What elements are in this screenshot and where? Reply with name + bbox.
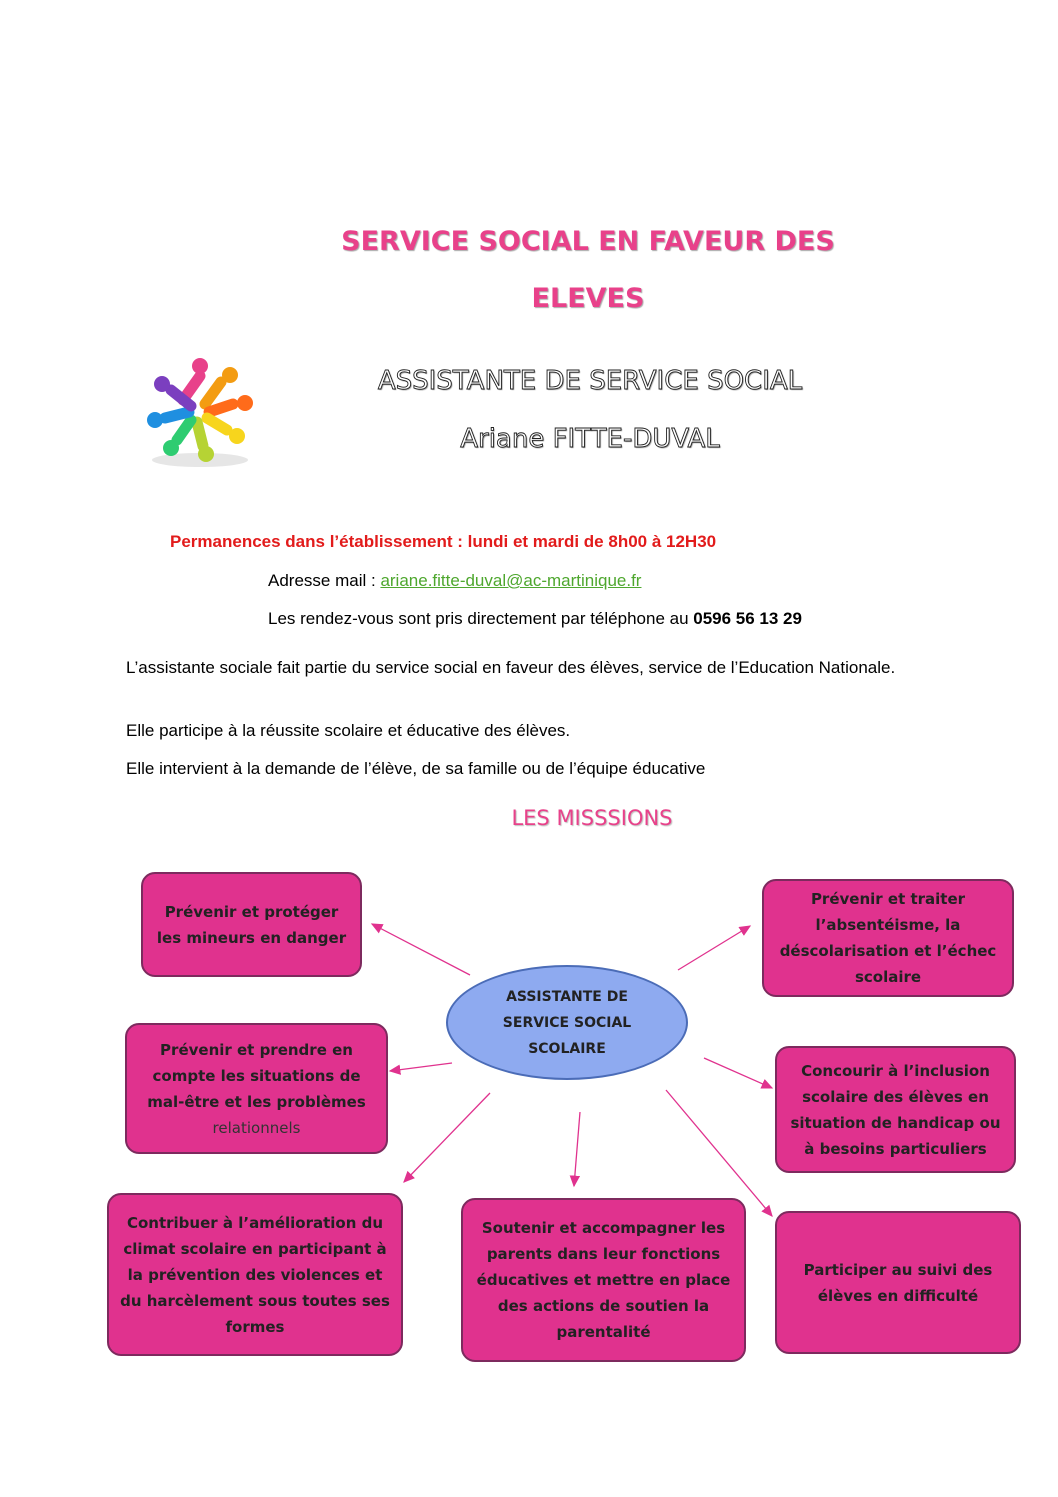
mission-box-inclusion xyxy=(775,1046,1016,1173)
mission-box-parents xyxy=(461,1198,746,1362)
intro-paragraph-2: Elle participe à la réussite scolaire et éducative des élèves. xyxy=(126,721,571,740)
mail-link[interactable]: ariane.fitte-duval@ac-martinique.fr xyxy=(380,571,642,590)
mission-box-absenteeism xyxy=(762,879,1014,997)
subtitle: ASSISTANTE DE SERVICE SOCIAL xyxy=(377,366,803,396)
mission-box-school-climate xyxy=(107,1193,403,1356)
page-title-line1: SERVICE SOCIAL EN FAVEUR DES xyxy=(341,226,835,257)
phone-number: 0596 56 13 29 xyxy=(693,609,802,628)
mission-text: Prévenir et traiter l’absentéisme, la déscolarisation et l’échec scolaire xyxy=(779,890,997,986)
missions-heading: LES MISSSIONS xyxy=(511,806,673,830)
mission-text: Prévenir et prendre en compte les situations de mal-être et les problèmes xyxy=(147,1040,366,1111)
permanences-text: Permanences dans l’établissement : lundi et mardi de 8h00 à 12H30 xyxy=(170,532,717,551)
mission-box-protect-minors xyxy=(141,872,362,977)
mission-text: Concourir à l’inclusion scolaire des élèves en situation de handicap ou à besoins particuliers xyxy=(790,1061,1001,1158)
intro-paragraph-1: L’assistante sociale fait partie du service social en faveur des élèves, service de l’Education Nationale. xyxy=(126,658,896,677)
mission-text-continued: relationnels xyxy=(212,1118,301,1137)
center-node-label: ASSISTANTE DE SERVICE SOCIAL SCOLAIRE xyxy=(502,988,632,1057)
mission-text: Soutenir et accompagner les parents dans leur fonctions éducatives et mettre en place des actions de soutien la parentalité xyxy=(476,1219,731,1341)
mail-label: Adresse mail : xyxy=(268,571,381,590)
rdv-text: Les rendez-vous sont pris directement par téléphone au xyxy=(268,609,694,628)
assistant-name: Ariane FITTE-DUVAL xyxy=(460,424,720,454)
intro-paragraph-3: Elle intervient à la demande de l’élève, de sa famille ou de l’équipe éducative xyxy=(126,759,706,778)
mission-box-wellbeing xyxy=(125,1023,388,1154)
mission-text: Contribuer à l’amélioration du climat scolaire en participant à la prévention des violences et du harcèlement sous toutes ses formes xyxy=(120,1213,390,1336)
page-title-line2: ELEVES xyxy=(531,283,645,314)
mission-box-follow-up xyxy=(775,1211,1021,1354)
mission-text: Prévenir et protéger les mineurs en danger xyxy=(156,902,347,947)
mission-text: Participer au suivi des élèves en difficulté xyxy=(803,1260,993,1305)
center-node xyxy=(446,965,688,1080)
